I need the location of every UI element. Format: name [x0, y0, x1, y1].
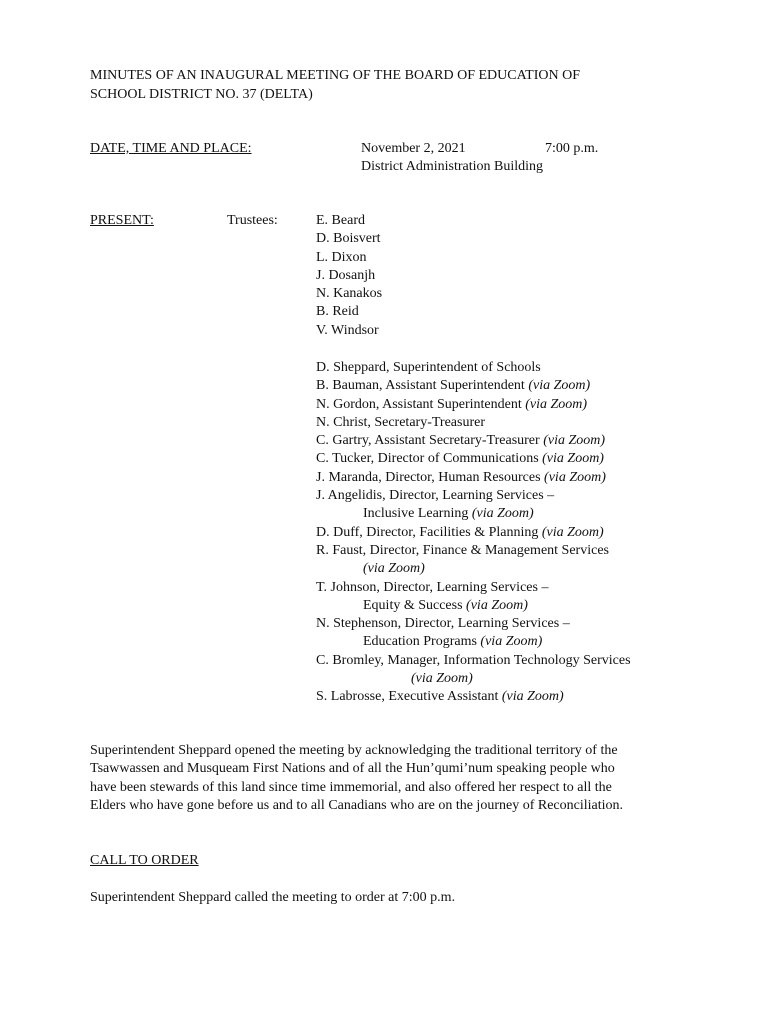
staff-line-text: D. Duff, Director, Facilities & Planning [316, 524, 542, 540]
paragraph-line: Elders who have gone before us and to all Canadians who are on the journey of Reconciliation. [90, 797, 624, 813]
title-line-1: MINUTES OF AN INAUGURAL MEETING OF THE BOARD OF EDUCATION OF [90, 68, 581, 83]
staff-line [316, 487, 631, 505]
staff-line [316, 688, 631, 706]
list-item: J. Dosanjh [316, 267, 376, 283]
staff-line-text: B. Bauman, Assistant Superintendent [316, 378, 529, 394]
staff-line [316, 652, 631, 670]
list-item: D. Boisvert [316, 231, 381, 247]
staff-line [316, 597, 631, 615]
staff-line-text: C. Gartry, Assistant Secretary-Treasurer [316, 433, 544, 449]
staff-line-text: Inclusive Learning [363, 506, 472, 522]
staff-line-text: C. Bromley, Manager, Information Technology Services [316, 652, 631, 668]
via-zoom-note: (via Zoom) [542, 451, 604, 467]
staff-line [316, 377, 631, 395]
staff-line [316, 505, 631, 523]
via-zoom-note: (via Zoom) [411, 671, 473, 687]
staff-line-text: R. Faust, Director, Finance & Management Services [316, 542, 609, 558]
staff-line-text: C. Tucker, Director of Communications [316, 451, 543, 467]
minutes-title [90, 66, 580, 104]
staff-line-text: S. Labrosse, Executive Assistant [316, 689, 502, 705]
via-zoom-note: (via Zoom) [501, 689, 564, 705]
staff-line [316, 469, 631, 487]
via-zoom-note: (via Zoom) [480, 634, 543, 650]
staff-line-text: T. Johnson, Director, Learning Services – [316, 579, 549, 595]
list-item: B. Reid [316, 304, 359, 320]
trustees-label: Trustees: [227, 213, 278, 228]
staff-line [316, 542, 631, 560]
title-line-2: SCHOOL DISTRICT NO. 37 (DELTA) [90, 87, 313, 102]
staff-list [316, 359, 631, 707]
meeting-date: November 2, 2021 [361, 141, 466, 156]
staff-line [316, 579, 631, 597]
staff-line [316, 615, 631, 633]
paragraph-line: have been stewards of this land since time immemorial, and also offered her respect to all the [90, 779, 612, 795]
date-time-place-label: DATE, TIME AND PLACE: [90, 141, 252, 156]
via-zoom-note: (via Zoom) [541, 524, 604, 540]
paragraph-line: Superintendent Sheppard opened the meeting by acknowledging the traditional territory of the [90, 743, 618, 758]
staff-line-text: N. Christ, Secretary-Treasurer [316, 414, 485, 430]
via-zoom-note: (via Zoom) [544, 469, 606, 485]
staff-line [316, 524, 631, 542]
staff-line-text: N. Gordon, Assistant Superintendent [316, 396, 526, 412]
via-zoom-note: (via Zoom) [466, 597, 528, 613]
date-time-place-block [361, 140, 599, 177]
meeting-time: 7:00 p.m. [545, 141, 599, 156]
meeting-place: District Administration Building [361, 159, 543, 175]
present-label: PRESENT: [90, 213, 154, 228]
staff-line [316, 414, 631, 432]
staff-line [316, 450, 631, 468]
call-to-order-text: Superintendent Sheppard called the meeting to order at 7:00 p.m. [90, 890, 456, 905]
staff-line [316, 560, 631, 578]
trustee-list [316, 212, 382, 340]
staff-line [316, 432, 631, 450]
list-item: E. Beard [316, 213, 365, 228]
list-item: N. Kanakos [316, 286, 383, 302]
staff-line-text: D. Sheppard, Superintendent of Schools [316, 360, 541, 375]
staff-line-text: J. Angelidis, Director, Learning Services – [316, 488, 555, 504]
staff-line-text: Equity & Success [363, 597, 467, 613]
via-zoom-note: (via Zoom) [363, 561, 425, 577]
via-zoom-note: (via Zoom) [543, 433, 606, 449]
paragraph-line: Tsawwassen and Musqueam First Nations and of all the Hun’qumi’num speaking people who [90, 761, 615, 777]
via-zoom-note: (via Zoom) [528, 378, 591, 394]
staff-line [316, 670, 631, 688]
acknowledgement-paragraph [90, 742, 690, 815]
list-item: V. Windsor [316, 322, 379, 338]
staff-line-text: N. Stephenson, Director, Learning Services – [316, 616, 570, 632]
staff-line [316, 396, 631, 414]
staff-line-text: J. Maranda, Director, Human Resources [316, 469, 545, 485]
via-zoom-note: (via Zoom) [471, 506, 534, 522]
call-to-order-heading: CALL TO ORDER [90, 853, 199, 868]
staff-line-text: Education Programs [363, 634, 481, 650]
staff-line [316, 359, 631, 377]
staff-line [316, 633, 631, 651]
list-item: L. Dixon [316, 249, 367, 265]
via-zoom-note: (via Zoom) [525, 396, 588, 412]
